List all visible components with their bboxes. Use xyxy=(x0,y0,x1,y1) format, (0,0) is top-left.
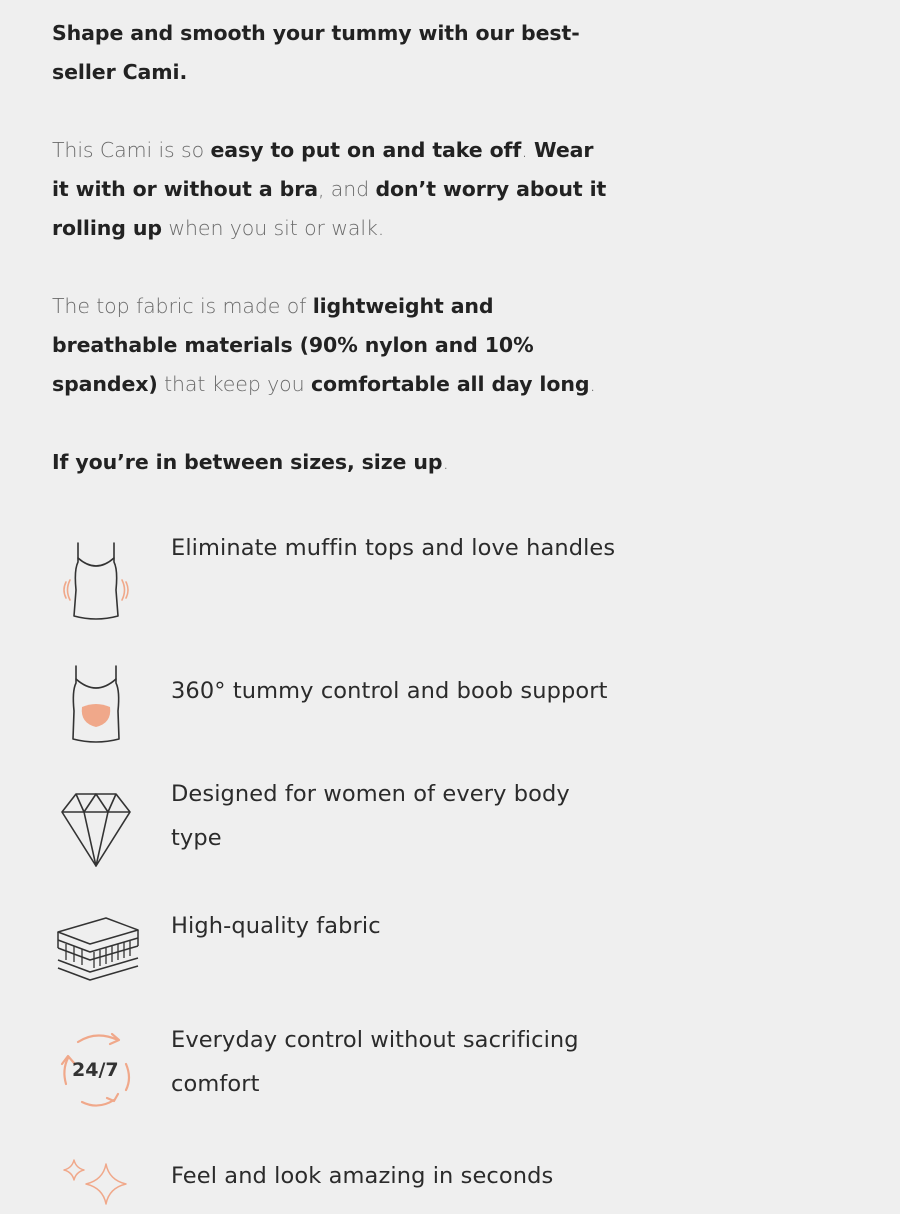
body-text: . xyxy=(589,372,596,396)
description xyxy=(52,14,612,521)
body-text: This Cami is so xyxy=(52,138,211,162)
emphasis-text: comfortable all day long xyxy=(310,372,590,396)
emphasis-text: don’t worry about it rolling up xyxy=(52,177,607,240)
feature-item xyxy=(52,914,652,994)
emphasis-text: lightweight and breathable materials (90% nylon and 10% spandex) xyxy=(52,294,534,396)
feature-item xyxy=(52,659,652,749)
emphasis-text: If you’re in between sizes, size up xyxy=(52,450,443,474)
emphasis-text: Wear it with or without a bra xyxy=(52,138,594,201)
intro-headline: Shape and smooth your tummy with our best-seller Cami. xyxy=(52,21,580,84)
feature-item xyxy=(52,524,652,624)
body-text: that keep you xyxy=(157,372,311,396)
intro-paragraph-fabric xyxy=(52,287,612,404)
sparkle-icon xyxy=(52,1154,142,1214)
feature-text: Everyday control without sacrificing comfort xyxy=(171,1027,579,1097)
cami-compression-icon xyxy=(52,530,142,620)
24-7-label: 24/7 xyxy=(72,1059,119,1081)
diamond-icon xyxy=(52,784,142,874)
cami-tummy-icon xyxy=(52,661,142,751)
24-7-cycle-icon xyxy=(52,1026,142,1116)
feature-text: Designed for women of every body type xyxy=(171,781,570,851)
feature-item xyxy=(52,1154,652,1214)
feature-item xyxy=(52,770,652,870)
feature-text: Eliminate muffin tops and love handles xyxy=(171,535,616,561)
feature-text: 360° tummy control and boob support xyxy=(171,678,608,704)
body-text: . xyxy=(521,138,535,162)
fabric-layers-icon xyxy=(52,914,142,1004)
feature-text: High-quality fabric xyxy=(171,913,381,939)
feature-item xyxy=(52,1018,652,1118)
body-text: The top fabric is made of xyxy=(52,294,313,318)
feature-text: Feel and look amazing in seconds xyxy=(171,1163,554,1189)
body-text: when you sit or walk. xyxy=(161,216,385,240)
intro-paragraph-sizing xyxy=(52,443,612,482)
emphasis-text: easy to put on and take off xyxy=(210,138,522,162)
body-text: , and xyxy=(317,177,376,201)
body-text: . xyxy=(442,450,449,474)
intro-paragraph-ease xyxy=(52,131,612,248)
